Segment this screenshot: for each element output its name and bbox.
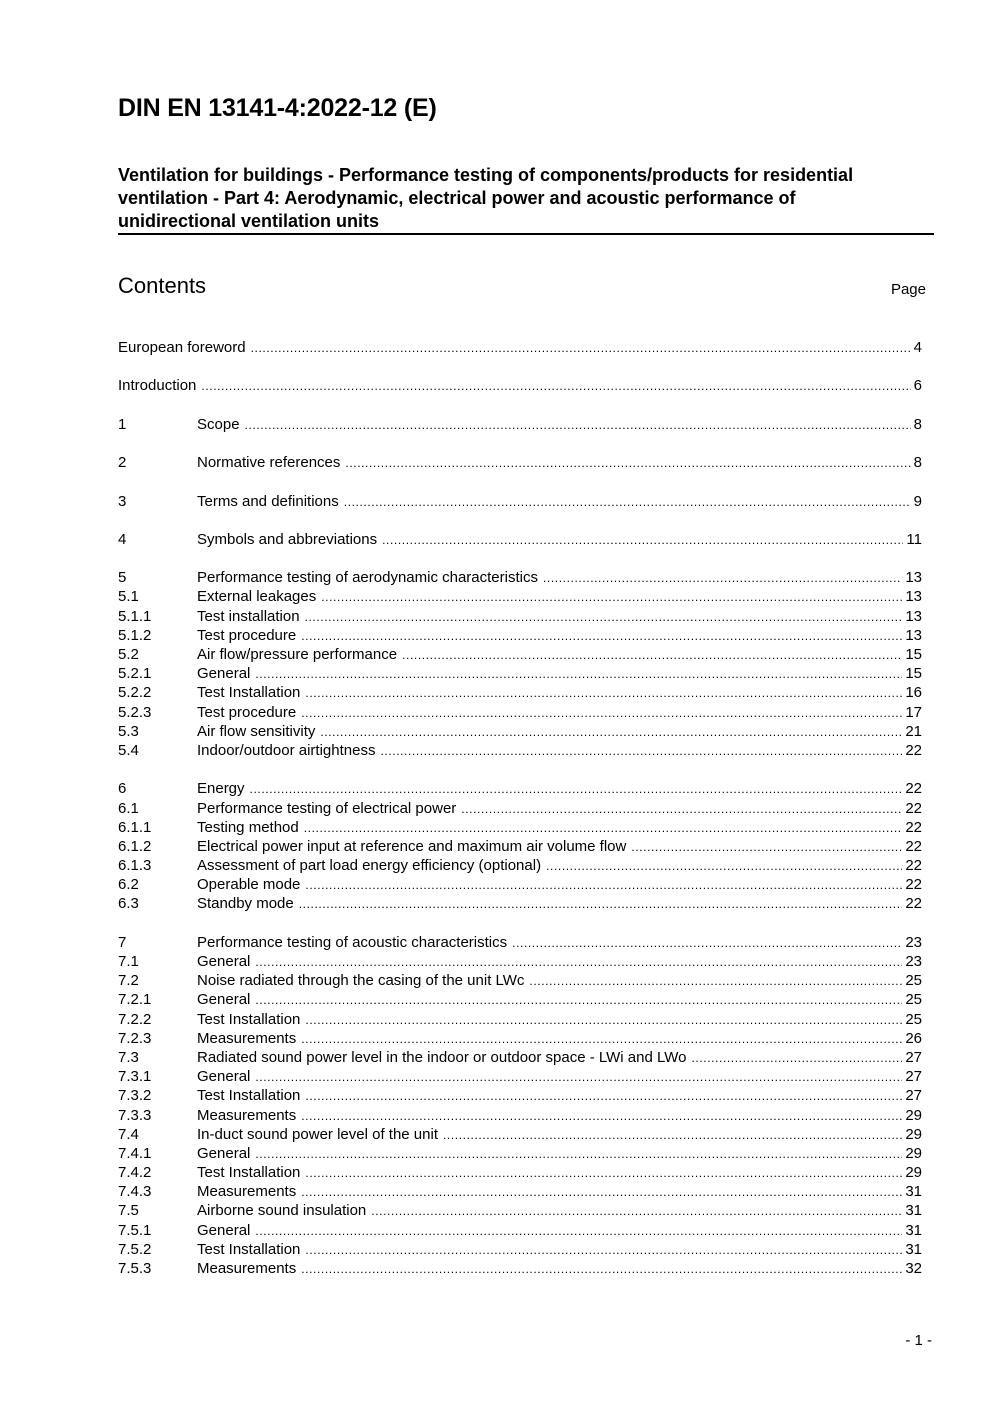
toc-entry-page: 31 xyxy=(905,1240,922,1258)
toc-entry-title: Test Installation xyxy=(197,684,301,702)
toc-entry-page: 15 xyxy=(905,646,922,663)
toc-entry-title: General xyxy=(197,991,251,1009)
toc-entry[interactable] xyxy=(118,703,922,722)
toc-entry-number: 7.4.1 xyxy=(118,1144,152,1162)
toc-dot-leader xyxy=(301,1107,902,1126)
toc-dot-leader xyxy=(255,665,902,684)
toc-entry[interactable] xyxy=(118,664,922,683)
toc-entry-title: Measurements xyxy=(197,1183,297,1201)
toc-entry[interactable] xyxy=(118,722,922,741)
toc-entry-title: Test procedure xyxy=(197,626,297,644)
toc-entry-page: 8 xyxy=(913,415,922,433)
toc-entry-page: 17 xyxy=(905,703,922,721)
toc-entry-page: 25 xyxy=(905,991,922,1009)
toc-entry-number: 7.5 xyxy=(118,1202,139,1220)
toc-entry-page: 22 xyxy=(905,857,922,875)
toc-entry-title: Standby mode xyxy=(197,895,294,913)
toc-dot-leader xyxy=(305,1164,902,1183)
toc-entry-number: 7.2.1 xyxy=(118,991,152,1009)
toc-entry-page: 22 xyxy=(905,876,922,894)
toc-entry-number: 4 xyxy=(118,530,127,548)
toc-entry-number: 5.2.1 xyxy=(118,665,152,683)
toc-entry-number: 7.5.2 xyxy=(118,1240,152,1258)
toc-dot-leader xyxy=(201,377,910,396)
page-column-label: Page xyxy=(890,281,926,298)
page-number: - 1 - xyxy=(905,1332,932,1349)
toc-entry[interactable] xyxy=(118,1086,922,1105)
toc-entry[interactable] xyxy=(118,1240,922,1259)
toc-entry-title: Measurements xyxy=(197,1260,297,1277)
toc-entry[interactable] xyxy=(118,1259,922,1278)
toc-entry[interactable] xyxy=(118,607,922,626)
toc-entry-page: 9 xyxy=(913,492,922,510)
toc-entry-number: 6.2 xyxy=(118,876,139,894)
contents-heading: Contents xyxy=(118,273,207,298)
toc-entry-page: 29 xyxy=(905,1144,922,1162)
toc-entry-page: 29 xyxy=(905,1164,922,1182)
toc-entry-page: 23 xyxy=(905,953,922,970)
toc-entry-number: 5.4 xyxy=(118,741,139,759)
toc-entry-title: General xyxy=(197,665,251,683)
toc-entry-number: 6.1.2 xyxy=(118,837,152,855)
toc-entry-page: 27 xyxy=(905,1087,922,1105)
toc-entry-page: 31 xyxy=(905,1221,922,1239)
toc-dot-leader xyxy=(301,1183,902,1202)
toc-entry-title: General xyxy=(197,953,251,970)
toc-entry-page: 29 xyxy=(905,1106,922,1124)
toc-entry[interactable] xyxy=(118,856,922,875)
toc-entry-title: Performance testing of acoustic characteristics xyxy=(197,933,508,951)
toc-entry-title: General xyxy=(197,1221,251,1239)
toc-entry-page: 25 xyxy=(905,972,922,990)
toc-entry-page: 16 xyxy=(905,684,922,702)
toc-entry[interactable] xyxy=(118,492,922,511)
toc-entry-title: Test installation xyxy=(197,607,300,625)
toc-entry-title: Test procedure xyxy=(197,703,297,721)
toc-entry-title: Air flow/pressure performance xyxy=(197,646,398,663)
toc-entry-page: 11 xyxy=(906,530,922,548)
toc-dot-leader xyxy=(301,1260,902,1279)
toc-dot-leader xyxy=(543,569,902,588)
toc-entry-page: 13 xyxy=(905,626,922,644)
toc-entry-title: Scope xyxy=(197,415,240,433)
toc-dot-leader xyxy=(301,1030,902,1049)
toc-entry-page: 13 xyxy=(905,607,922,625)
toc-entry-page: 15 xyxy=(905,665,922,683)
toc-entry[interactable] xyxy=(118,990,922,1009)
toc-entry-title: External leakages xyxy=(197,588,317,606)
toc-entry-page: 4 xyxy=(913,339,922,356)
toc-entry-title: Measurements xyxy=(197,1029,297,1047)
toc-entry[interactable] xyxy=(118,568,922,587)
toc-dot-leader xyxy=(301,627,902,646)
toc-entry-page: 22 xyxy=(905,780,922,798)
toc-dot-leader xyxy=(380,742,902,761)
toc-dot-leader xyxy=(305,1011,902,1030)
toc-entry-title: Test Installation xyxy=(197,1164,301,1182)
toc-entry-page: 27 xyxy=(905,1068,922,1086)
toc-dot-leader xyxy=(245,416,911,435)
toc-entry-number: 3 xyxy=(118,492,127,510)
toc-entry-title: Indoor/outdoor airtightness xyxy=(197,741,376,759)
toc-dot-leader xyxy=(546,857,902,876)
toc-entry-page: 22 xyxy=(905,895,922,913)
toc-entry-title: Terms and definitions xyxy=(197,492,339,510)
toc-dot-leader xyxy=(321,588,902,607)
toc-dot-leader xyxy=(631,838,902,857)
toc-entry-number: 5.3 xyxy=(118,722,139,740)
toc-entry[interactable] xyxy=(118,837,922,856)
toc-entry-number: 5.1.1 xyxy=(118,607,152,625)
toc-entry[interactable] xyxy=(118,1067,922,1086)
toc-entry-title: Test Installation xyxy=(197,1010,301,1028)
toc-entry-title: General xyxy=(197,1144,251,1162)
toc-entry-page: 22 xyxy=(905,799,922,817)
toc-entry[interactable] xyxy=(118,779,922,798)
toc-entry-page: 21 xyxy=(905,722,922,740)
toc-entry[interactable] xyxy=(118,1163,922,1182)
toc-entry-page: 6 xyxy=(913,377,922,395)
toc-dot-leader xyxy=(382,531,903,550)
toc-entry-number: 6.3 xyxy=(118,895,139,913)
toc-entry[interactable] xyxy=(118,530,922,549)
toc-entry-number: 5.2 xyxy=(118,646,139,663)
toc-entry-number: 5.1.2 xyxy=(118,626,152,644)
toc-entry[interactable] xyxy=(118,1182,922,1201)
toc-entry-number: 7.2.2 xyxy=(118,1010,152,1028)
toc-entry-title: Normative references xyxy=(197,454,341,472)
toc-dot-leader xyxy=(304,819,903,838)
toc-dot-leader xyxy=(305,1087,902,1106)
toc-entry-title: European foreword xyxy=(118,339,246,356)
toc-entry[interactable] xyxy=(118,1029,922,1048)
toc-entry-title: Noise radiated through the casing of the unit LWc xyxy=(197,972,525,990)
toc-entry-title: Assessment of part load energy efficiency (optional) xyxy=(197,857,542,875)
toc-entry-number: 7.1 xyxy=(118,953,139,970)
toc-dot-leader xyxy=(443,1126,902,1145)
toc-entry-page: 31 xyxy=(905,1202,922,1220)
toc-entry[interactable] xyxy=(118,1125,922,1144)
toc-entry[interactable] xyxy=(118,376,922,395)
toc-entry-number: 7.2 xyxy=(118,972,139,990)
toc-entry[interactable] xyxy=(118,1221,922,1240)
toc-dot-leader xyxy=(255,991,902,1010)
toc-entry-number: 5 xyxy=(118,569,127,587)
toc-dot-leader xyxy=(402,646,902,665)
toc-entry[interactable] xyxy=(118,683,922,702)
toc-entry-number: 7.4.2 xyxy=(118,1164,152,1182)
toc-entry-page: 29 xyxy=(905,1125,922,1143)
toc-entry-number: 5.2.2 xyxy=(118,684,152,702)
toc-dot-leader xyxy=(301,704,902,723)
toc-entry-title: Energy xyxy=(197,780,245,798)
toc-entry-number: 6.1.3 xyxy=(118,857,152,875)
toc-dot-leader xyxy=(299,895,903,914)
toc-entry-number: 7.3 xyxy=(118,1048,139,1066)
toc-entry[interactable] xyxy=(118,1106,922,1125)
toc-entry-page: 32 xyxy=(905,1260,922,1277)
title-divider xyxy=(118,233,934,235)
toc-entry-title: Performance testing of electrical power xyxy=(197,799,457,817)
toc-entry[interactable] xyxy=(118,645,922,664)
document-id: DIN EN 13141-4:2022-12 (E) xyxy=(118,94,437,122)
toc-entry-title: Radiated sound power level in the indoor or outdoor space - LWi and LWo xyxy=(197,1048,687,1066)
toc-dot-leader xyxy=(305,876,902,895)
toc-entry-number: 7.3.3 xyxy=(118,1106,152,1124)
toc-entry[interactable] xyxy=(118,818,922,837)
toc-dot-leader xyxy=(344,493,911,512)
toc-dot-leader xyxy=(305,684,902,703)
toc-entry[interactable] xyxy=(118,1048,922,1067)
toc-dot-leader xyxy=(251,339,911,358)
toc-dot-leader xyxy=(320,723,902,742)
toc-entry-page: 22 xyxy=(905,741,922,759)
toc-dot-leader xyxy=(512,934,902,953)
toc-entry-page: 22 xyxy=(905,818,922,836)
toc-dot-leader xyxy=(255,1222,902,1241)
toc-dot-leader xyxy=(529,972,902,991)
toc-dot-leader xyxy=(371,1202,902,1221)
toc-entry-page: 27 xyxy=(905,1048,922,1066)
toc-entry-title: Airborne sound insulation xyxy=(197,1202,367,1220)
toc-dot-leader xyxy=(305,608,903,627)
toc-entry-number: 7.4 xyxy=(118,1125,139,1143)
toc-entry[interactable] xyxy=(118,1144,922,1163)
toc-dot-leader xyxy=(461,800,902,819)
toc-entry-title: Performance testing of aerodynamic characteristics xyxy=(197,569,538,587)
toc-dot-leader xyxy=(255,1145,902,1164)
toc-dot-leader xyxy=(250,780,903,799)
toc-entry-number: 7.2.3 xyxy=(118,1029,152,1047)
toc-entry-number: 6 xyxy=(118,780,127,798)
toc-dot-leader xyxy=(255,953,902,972)
toc-entry-number: 7.3.1 xyxy=(118,1068,152,1086)
toc-entry-title: General xyxy=(197,1068,251,1086)
toc-entry-number: 1 xyxy=(118,415,127,433)
toc-entry-title: Measurements xyxy=(197,1106,297,1124)
toc-entry[interactable] xyxy=(118,952,922,971)
toc-entry-title: In-duct sound power level of the unit xyxy=(197,1125,438,1143)
toc-entry-page: 25 xyxy=(905,1010,922,1028)
toc-entry-number: 2 xyxy=(118,454,127,472)
toc-entry-title: Operable mode xyxy=(197,876,301,894)
toc-entry-title: Symbols and abbreviations xyxy=(197,530,378,548)
toc-dot-leader xyxy=(305,1241,902,1260)
toc-entry-title: Testing method xyxy=(197,818,299,836)
toc-entry-number: 7.3.2 xyxy=(118,1087,152,1105)
toc-entry-number: 7.4.3 xyxy=(118,1183,152,1201)
toc-entry-page: 13 xyxy=(905,588,922,606)
toc-entry[interactable] xyxy=(118,453,922,472)
toc-entry[interactable] xyxy=(118,1201,922,1220)
toc-dot-leader xyxy=(345,454,910,473)
toc-entry-title: Test Installation xyxy=(197,1087,301,1105)
toc-entry-title: Test Installation xyxy=(197,1240,301,1258)
toc-entry[interactable] xyxy=(118,338,922,357)
toc-entry-page: 26 xyxy=(905,1029,922,1047)
toc-dot-leader xyxy=(691,1049,902,1068)
toc-entry-page: 13 xyxy=(905,569,922,587)
toc-dot-leader xyxy=(255,1068,902,1087)
toc-entry[interactable] xyxy=(118,587,922,606)
toc-entry[interactable] xyxy=(118,933,922,952)
toc-entry-title: Introduction xyxy=(118,377,197,395)
toc-entry[interactable] xyxy=(118,741,922,760)
toc-entry-page: 8 xyxy=(913,454,922,472)
toc-entry-number: 6.1.1 xyxy=(118,818,152,836)
toc-entry-number: 7.5.1 xyxy=(118,1221,152,1239)
toc-entry[interactable] xyxy=(118,875,922,894)
toc-entry-number: 5.2.3 xyxy=(118,703,152,721)
toc-entry-number: 6.1 xyxy=(118,799,139,817)
toc-entry[interactable] xyxy=(118,799,922,818)
toc-entry-page: 23 xyxy=(905,933,922,951)
toc-entry[interactable] xyxy=(118,894,922,913)
toc-entry[interactable] xyxy=(118,626,922,645)
toc-entry[interactable] xyxy=(118,971,922,990)
toc-entry-title: Air flow sensitivity xyxy=(197,722,316,740)
toc-entry[interactable] xyxy=(118,415,922,434)
document-title: Ventilation for buildings - Performance testing of components/products for residential ventilation - Part 4: Aerodynamic, electrical power and acoustic performance of unidirectional ventilation units xyxy=(118,165,854,231)
toc-entry-number: 7.5.3 xyxy=(118,1260,152,1277)
toc-entry-number: 7 xyxy=(118,933,127,951)
toc-entry-title: Electrical power input at reference and maximum air volume flow xyxy=(197,837,627,855)
table-of-contents xyxy=(118,338,922,1278)
toc-entry-number: 5.1 xyxy=(118,588,139,606)
toc-entry-page: 31 xyxy=(905,1183,922,1201)
toc-entry[interactable] xyxy=(118,1010,922,1029)
toc-entry-page: 22 xyxy=(905,837,922,855)
